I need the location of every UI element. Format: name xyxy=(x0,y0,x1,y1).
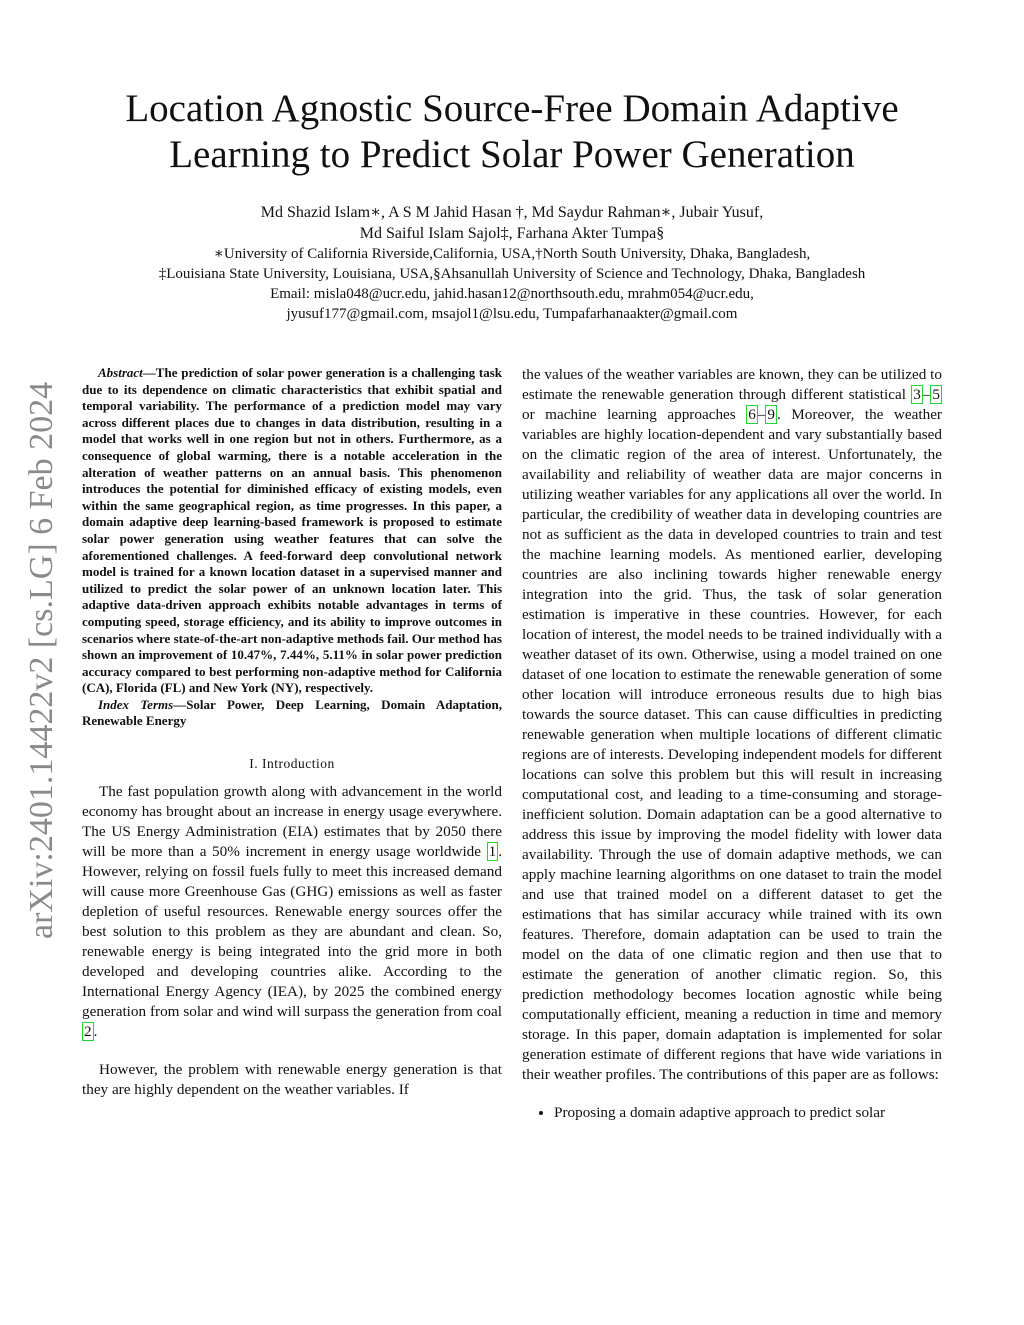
citation-link[interactable]: 5 xyxy=(932,386,940,403)
author-line-2: Md Saiful Islam Sajol‡, Farhana Akter Tumpa§ xyxy=(359,225,665,242)
intro-paragraph-2: However, the problem with renewable energy generation is that they are highly dependent on the weather variables. If xyxy=(82,1061,502,1099)
arxiv-identifier: arXiv:2401.14422v2 [cs.LG] 6 Feb 2024 xyxy=(23,381,60,939)
intro-p1-text-a: The fast population growth along with advancement in the world economy has brought about an increase in energy usage everywhere. The US Energy Administration (EIA) estimates that by 2050 there will be more than a 50% increment in energy usage worldwide xyxy=(82,783,502,861)
citation-range-dash: – xyxy=(922,386,931,403)
right-text-b: or machine learning approaches xyxy=(522,406,747,423)
email-line-1: Email: misla048@ucr.edu, jahid.hasan12@northsouth.edu, mrahm054@ucr.edu, xyxy=(270,286,754,302)
section-heading-introduction: I. Introduction xyxy=(249,756,335,772)
left-column xyxy=(82,365,502,1118)
index-terms xyxy=(82,697,502,730)
abstract xyxy=(82,365,502,697)
citation-link[interactable]: 2 xyxy=(84,1023,92,1041)
citation-range-dash: – xyxy=(757,406,766,423)
list-item: • Proposing a domain adaptive approach to predict solar xyxy=(554,1103,942,1123)
abstract-label: Abstract xyxy=(98,365,143,380)
contributions-list xyxy=(522,1103,942,1123)
intro-p1-text-c: . xyxy=(93,1023,98,1041)
citation-link[interactable]: 3 xyxy=(913,386,921,403)
right-column xyxy=(522,365,942,1123)
right-text-a: the values of the weather variables are known, they can be utilized to estimate the renewable generation through different statistical xyxy=(522,366,942,403)
intro-p1-text-b: . However, relying on fossil fuels fully to meet this increased demand will cause more Greenhouse Gas (GHG) emissions as well as faster depletion of useful resources. Renewable energy sources offer the best solution to this problem as they are abundant and clean. So, renewable energy is being integrated into the grid more in both developed and developing countries alike. According to the International Energy Agency (IEA), by 2025 the combined energy generation from solar and wind will surpass the generation from coal xyxy=(82,843,502,1021)
author-line-1: Md Shazid Islam∗, A S M Jahid Hasan †, Md Saydur Rahman∗, Jubair Yusuf, xyxy=(260,204,764,221)
right-text-c: . Moreover, the weather variables are highly location-dependent and vary substantially based on the climatic region of the area of interest. Unfortunately, the availability and reliability of weather data are major concerns in utilizing weather variables for any applications all over the world. In particular, the credibility of weather data in developing countries are not as sufficient as the data in developed countries to train and test the machine learning models. As mentioned earlier, developing countries are also inclining towards higher renewable energy integration into the grid. Thus, the task of solar generation estimation is imperative in these countries. However, for each location of interest, the model needs to be trained individually with a weather dataset of its own. Otherwise, using a model trained on one dataset of one location to estimate the renewable generation of some other location will introduce erroneous results due to high bias towards the source dataset. This can cause difficulties in predicting renewable generation when multiple locations of different climatic regions are of interests. Developing independent models for different locations can solve this problem but this will result in increasing computational cost, and leading to a time-consuming and storage-inefficient solution. Domain adaptation can be a good alternative to address this issue by improving the model fidelity with lower data availability. Through the use of domain adaptive methods, we can apply machine learning algorithms on one dataset to train the model and use that trained model on a different dataset to get the estimations that has similar accuracy while trained with its own features. Therefore, domain adaptation can be used to train the model on the data of one climatic region and then use that to estimate the generation of another climatic region. So, this prediction methodology becomes location agnostic while being computationally efficient, meaning a reduction in time and memory storage. In this paper, domain adaptation is implemented for solar generation estimate of different regions that have wide variations in their weather profiles. The contributions of this paper are as follows: xyxy=(522,406,942,1083)
citation-link[interactable]: 9 xyxy=(767,406,775,423)
email-line-2: jyusuf177@gmail.com, msajol1@lsu.edu, Tumpafarhanaakter@gmail.com xyxy=(286,306,738,322)
citation-link[interactable]: 6 xyxy=(748,406,756,423)
index-terms-text: —Solar Power, Deep Learning, Domain Adaptation, Renewable Energy xyxy=(82,696,502,729)
citation-link[interactable]: 1 xyxy=(488,843,497,861)
affiliation-line-2: ‡Louisiana State University, Louisiana, USA,§Ahsanullah University of Science and Technology, Dhaka, Bangladesh xyxy=(158,266,866,282)
index-terms-label: Index Terms xyxy=(98,696,174,712)
affiliation-line-1: ∗University of California Riverside,California, USA,†North South University, Dhaka, Bangladesh, xyxy=(213,246,811,262)
author-block xyxy=(80,202,944,324)
abstract-text: —The prediction of solar power generation is a challenging task due to its dependence on climatic characteristics that exhibit spatial and temporal variability. The performance of a prediction model may vary across different places due to changes in data distribution, resulting in a model that works well in one region but not in others. Furthermore, as a consequence of global warming, there is a notable acceleration in the alteration of weather patterns on an annual basis. This phenomenon introduces the potential for diminished efficacy of existing models, even within the same geographical region, as time progresses. In this paper, a domain adaptive deep learning-based framework is proposed to estimate solar power generation using weather features that can solve the aforementioned challenges. A feed-forward deep convolutional network model is trained for a known location dataset in a supervised manner and utilized to predict the solar power of an unknown location later. This adaptive data-driven approach exhibits notable advantages in terms of computing speed, storage efficiency, and its ability to improve outcomes in scenarios where state-of-the-art non-adaptive methods fail. Our method has shown an improvement of 10.47%, 7.44%, 5.11% in solar power prediction accuracy compared to best performing non-adaptive method for California (CA), Florida (FL) and New York (NY), respectively. xyxy=(82,365,502,696)
intro-paragraph-1 xyxy=(82,782,502,1042)
paper-title: Location Agnostic Source-Free Domain Adaptive Learning to Predict Solar Power Generation xyxy=(125,87,899,176)
right-paragraph xyxy=(522,365,942,1085)
